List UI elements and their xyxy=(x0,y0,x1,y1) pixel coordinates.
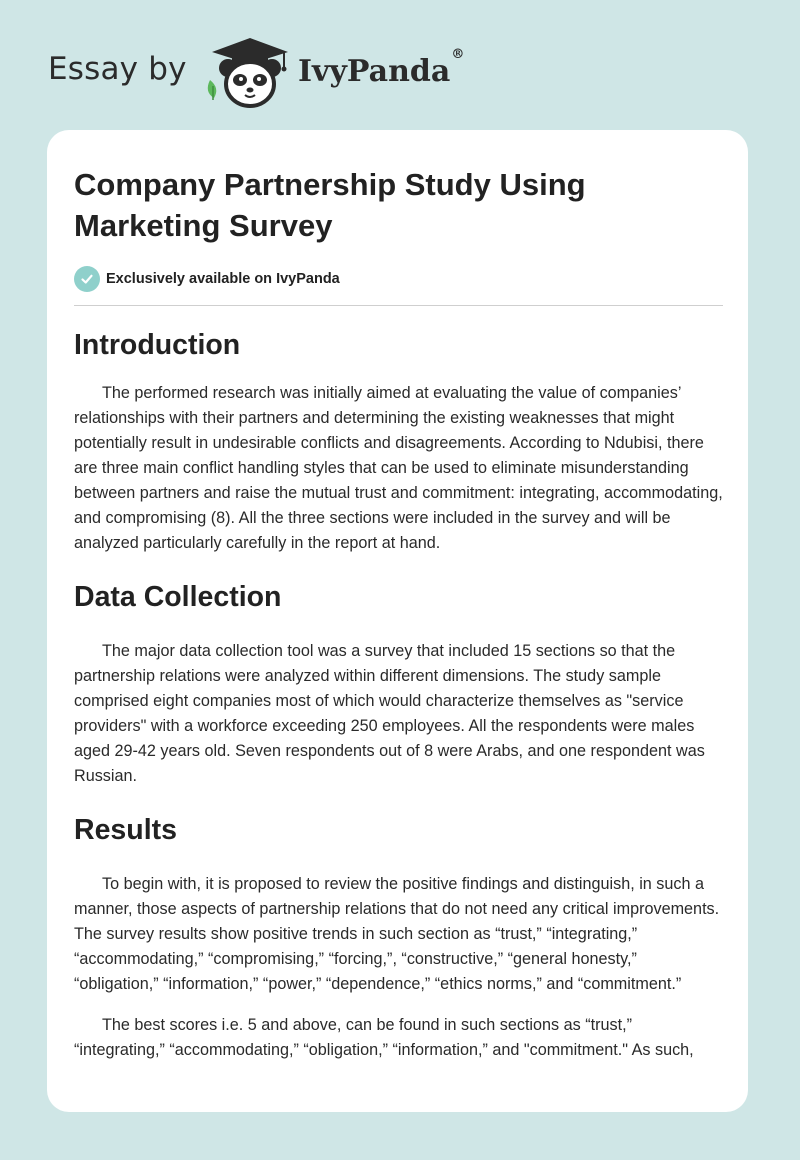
section-paragraph: The performed research was initially aimed at evaluating the value of companies’ relationships with their partners and determining the existing weaknesses that might potentially result in undesirable conflicts and disagreements. According to Ndubisi, there are three main conflict handling styles that can be used to eliminate misunderstanding between partners and raise the mutual trust and commitment: integrating, accommodating, and compromising (8). All the three sections were included in the survey and will be analyzed particularly carefully in the report at hand. xyxy=(74,384,723,552)
panda-graduate-logo-icon[interactable] xyxy=(204,34,296,110)
section-paragraph: The major data collection tool was a survey that included 15 sections so that the partnership relations were analyzed within different dimensions. The study sample comprised eight companies most of which would characterize themselves as "service providers" with a workforce exceeding 250 employees. All the respondents were males aged 29-42 years old. Seven respondents out of 8 were Arabs, and one respondent was Russian. xyxy=(74,642,705,785)
section-paragraph: The best scores i.e. 5 and above, can be found in such sections as “trust,” “integrating,” “accommodating,” “obligation,” “information,” and "commitment." As such, xyxy=(74,1016,694,1059)
check-circle-icon xyxy=(74,266,100,292)
section-heading-results: Results xyxy=(74,814,177,846)
essay-content xyxy=(74,164,724,1063)
section-paragraph: To begin with, it is proposed to review the positive findings and distinguish, in such a manner, those aspects of partnership relations that do not need any critical improvements. The survey results show positive trends in such section as “trust,” “integrating,” “accommodating,” “compromising,” “forcing,”, “constructive,” “general honesty,” “obligation,” “information,” “power,” “dependence,” “ethics norms,” and “commitment.” xyxy=(74,875,720,993)
site-header xyxy=(48,34,568,114)
brand-name[interactable] xyxy=(298,47,465,89)
brand-text: IvyPanda xyxy=(298,54,451,89)
section-heading-introduction: Introduction xyxy=(74,329,241,361)
page-title: Company Partnership Study Using Marketing Survey xyxy=(74,167,586,243)
exclusive-label: Exclusively available on IvyPanda xyxy=(106,271,340,287)
exclusive-badge xyxy=(74,265,724,293)
section-heading-data-collection: Data Collection xyxy=(74,581,282,613)
registered-mark: ® xyxy=(451,47,465,62)
essay-by-label: Essay by xyxy=(48,51,187,87)
essay-card xyxy=(47,130,748,1112)
divider xyxy=(74,305,723,306)
